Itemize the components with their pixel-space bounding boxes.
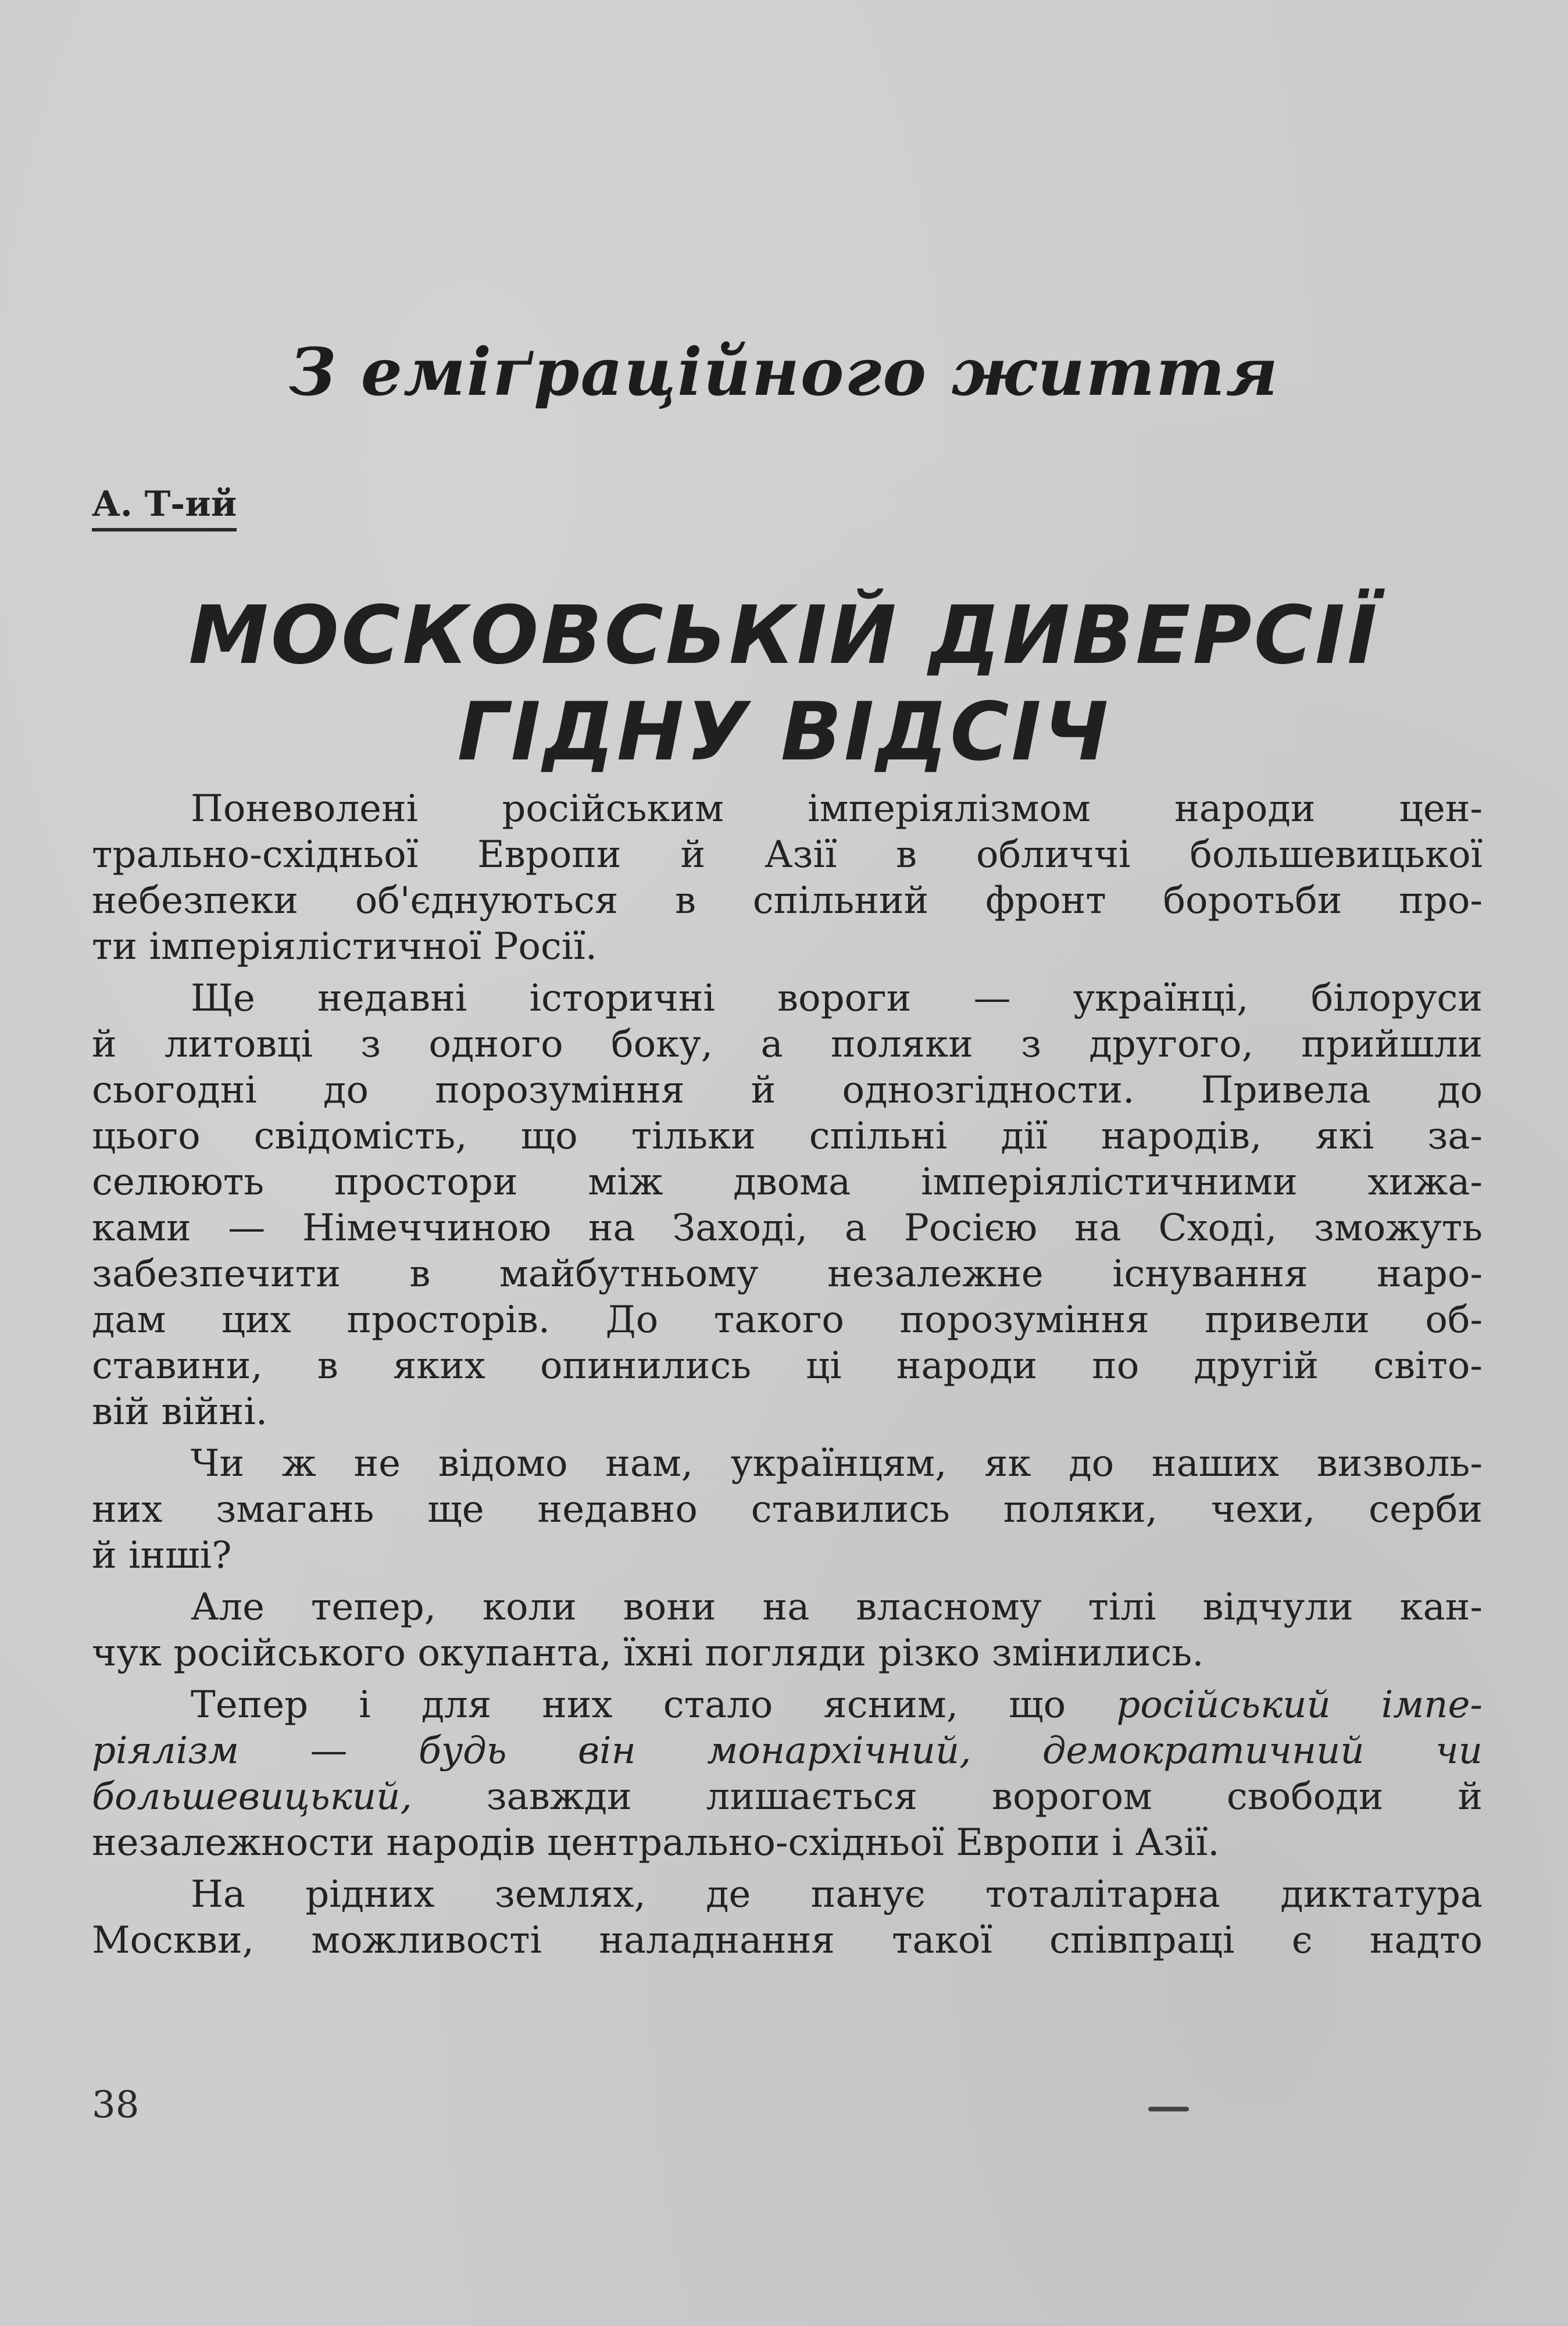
text-line: На рідних землях, де панує тоталітарна диктатура: [191, 1873, 1483, 1916]
text-line: дам цих просторів. До такого порозуміння привели об-: [92, 1298, 1483, 1342]
text-normal: завжди лишається ворогом свободи й: [412, 1775, 1483, 1818]
text-line: незалежности народів центрально-східньої Европи і Азії.: [92, 1821, 1220, 1864]
author-name: А. Т-ий: [92, 484, 237, 531]
text-italic: большевицький,: [92, 1775, 412, 1818]
text-line: ками — Німеччиною на Заході, а Росією на Сході, зможуть: [92, 1207, 1483, 1250]
text-line: Чи ж не відомо нам, українцям, як до наших визволь-: [191, 1442, 1483, 1485]
paragraph-5: [92, 1682, 1483, 1866]
text-line: забезпечити в майбутньому незалежне існування наро-: [92, 1253, 1483, 1296]
article-title-line-2: ГІДНУ ВІДСІЧ: [457, 685, 1111, 779]
text-line: [92, 1682, 1483, 1728]
article-body: [92, 786, 1483, 1970]
page-number: 38: [92, 2084, 140, 2127]
paragraph-6: [92, 1872, 1483, 1964]
paragraph-3: [92, 1441, 1483, 1579]
text-italic: російський імпе-: [1116, 1683, 1483, 1726]
text-line: небезпеки об'єднуються в спільний фронт боротьби про-: [92, 879, 1483, 922]
text-line: Ще недавні історичні вороги — українці, білоруси: [191, 977, 1483, 1020]
text-line: [92, 1774, 1483, 1820]
text-line: чук російського окупанта, їхні погляди різко змінились.: [92, 1632, 1204, 1675]
text-line: й литовці з одного боку, а поляки з другого, прийшли: [92, 1023, 1483, 1066]
print-dash-mark: [1148, 2107, 1189, 2111]
text-line: ставини, в яких опинились ці народи по другій світо-: [92, 1344, 1483, 1387]
article-title-line-1: МОСКОВСЬКІЙ ДИВЕРСІЇ: [188, 588, 1380, 682]
section-heading: З еміґраційного життя: [289, 334, 1279, 411]
text-line: вій війні.: [92, 1390, 268, 1433]
text-line: ти імперіялістичної Росії.: [92, 925, 598, 968]
text-line: й інші?: [92, 1534, 232, 1577]
text-line: трально-східньої Европи й Азії в обличчі большевицької: [92, 833, 1483, 876]
text-line: Москви, можливості наладнання такої співпраці є надто: [92, 1919, 1483, 1962]
text-line: Поневолені російським імперіялізмом народи цен-: [191, 787, 1483, 830]
text-line: цього свідомість, що тільки спільні дії народів, які за-: [92, 1115, 1483, 1158]
article-title: [0, 587, 1568, 780]
text-line: них змагань ще недавно ставились поляки, чехи, серби: [92, 1488, 1483, 1531]
text-line: сьогодні до порозуміння й однозгідности. Привела до: [92, 1069, 1483, 1112]
paragraph-1: [92, 786, 1483, 970]
text-line: селюють простори між двома імперіялістичними хижа-: [92, 1161, 1483, 1204]
text-line: Але тепер, коли вони на власному тілі відчули кан-: [191, 1586, 1483, 1629]
paragraph-4: [92, 1585, 1483, 1676]
text-normal: Тепер і для них стало ясним, що: [191, 1683, 1117, 1726]
paragraph-2: [92, 976, 1483, 1435]
text-line: ріялізм — будь він монархічний, демократичний чи: [92, 1729, 1483, 1772]
